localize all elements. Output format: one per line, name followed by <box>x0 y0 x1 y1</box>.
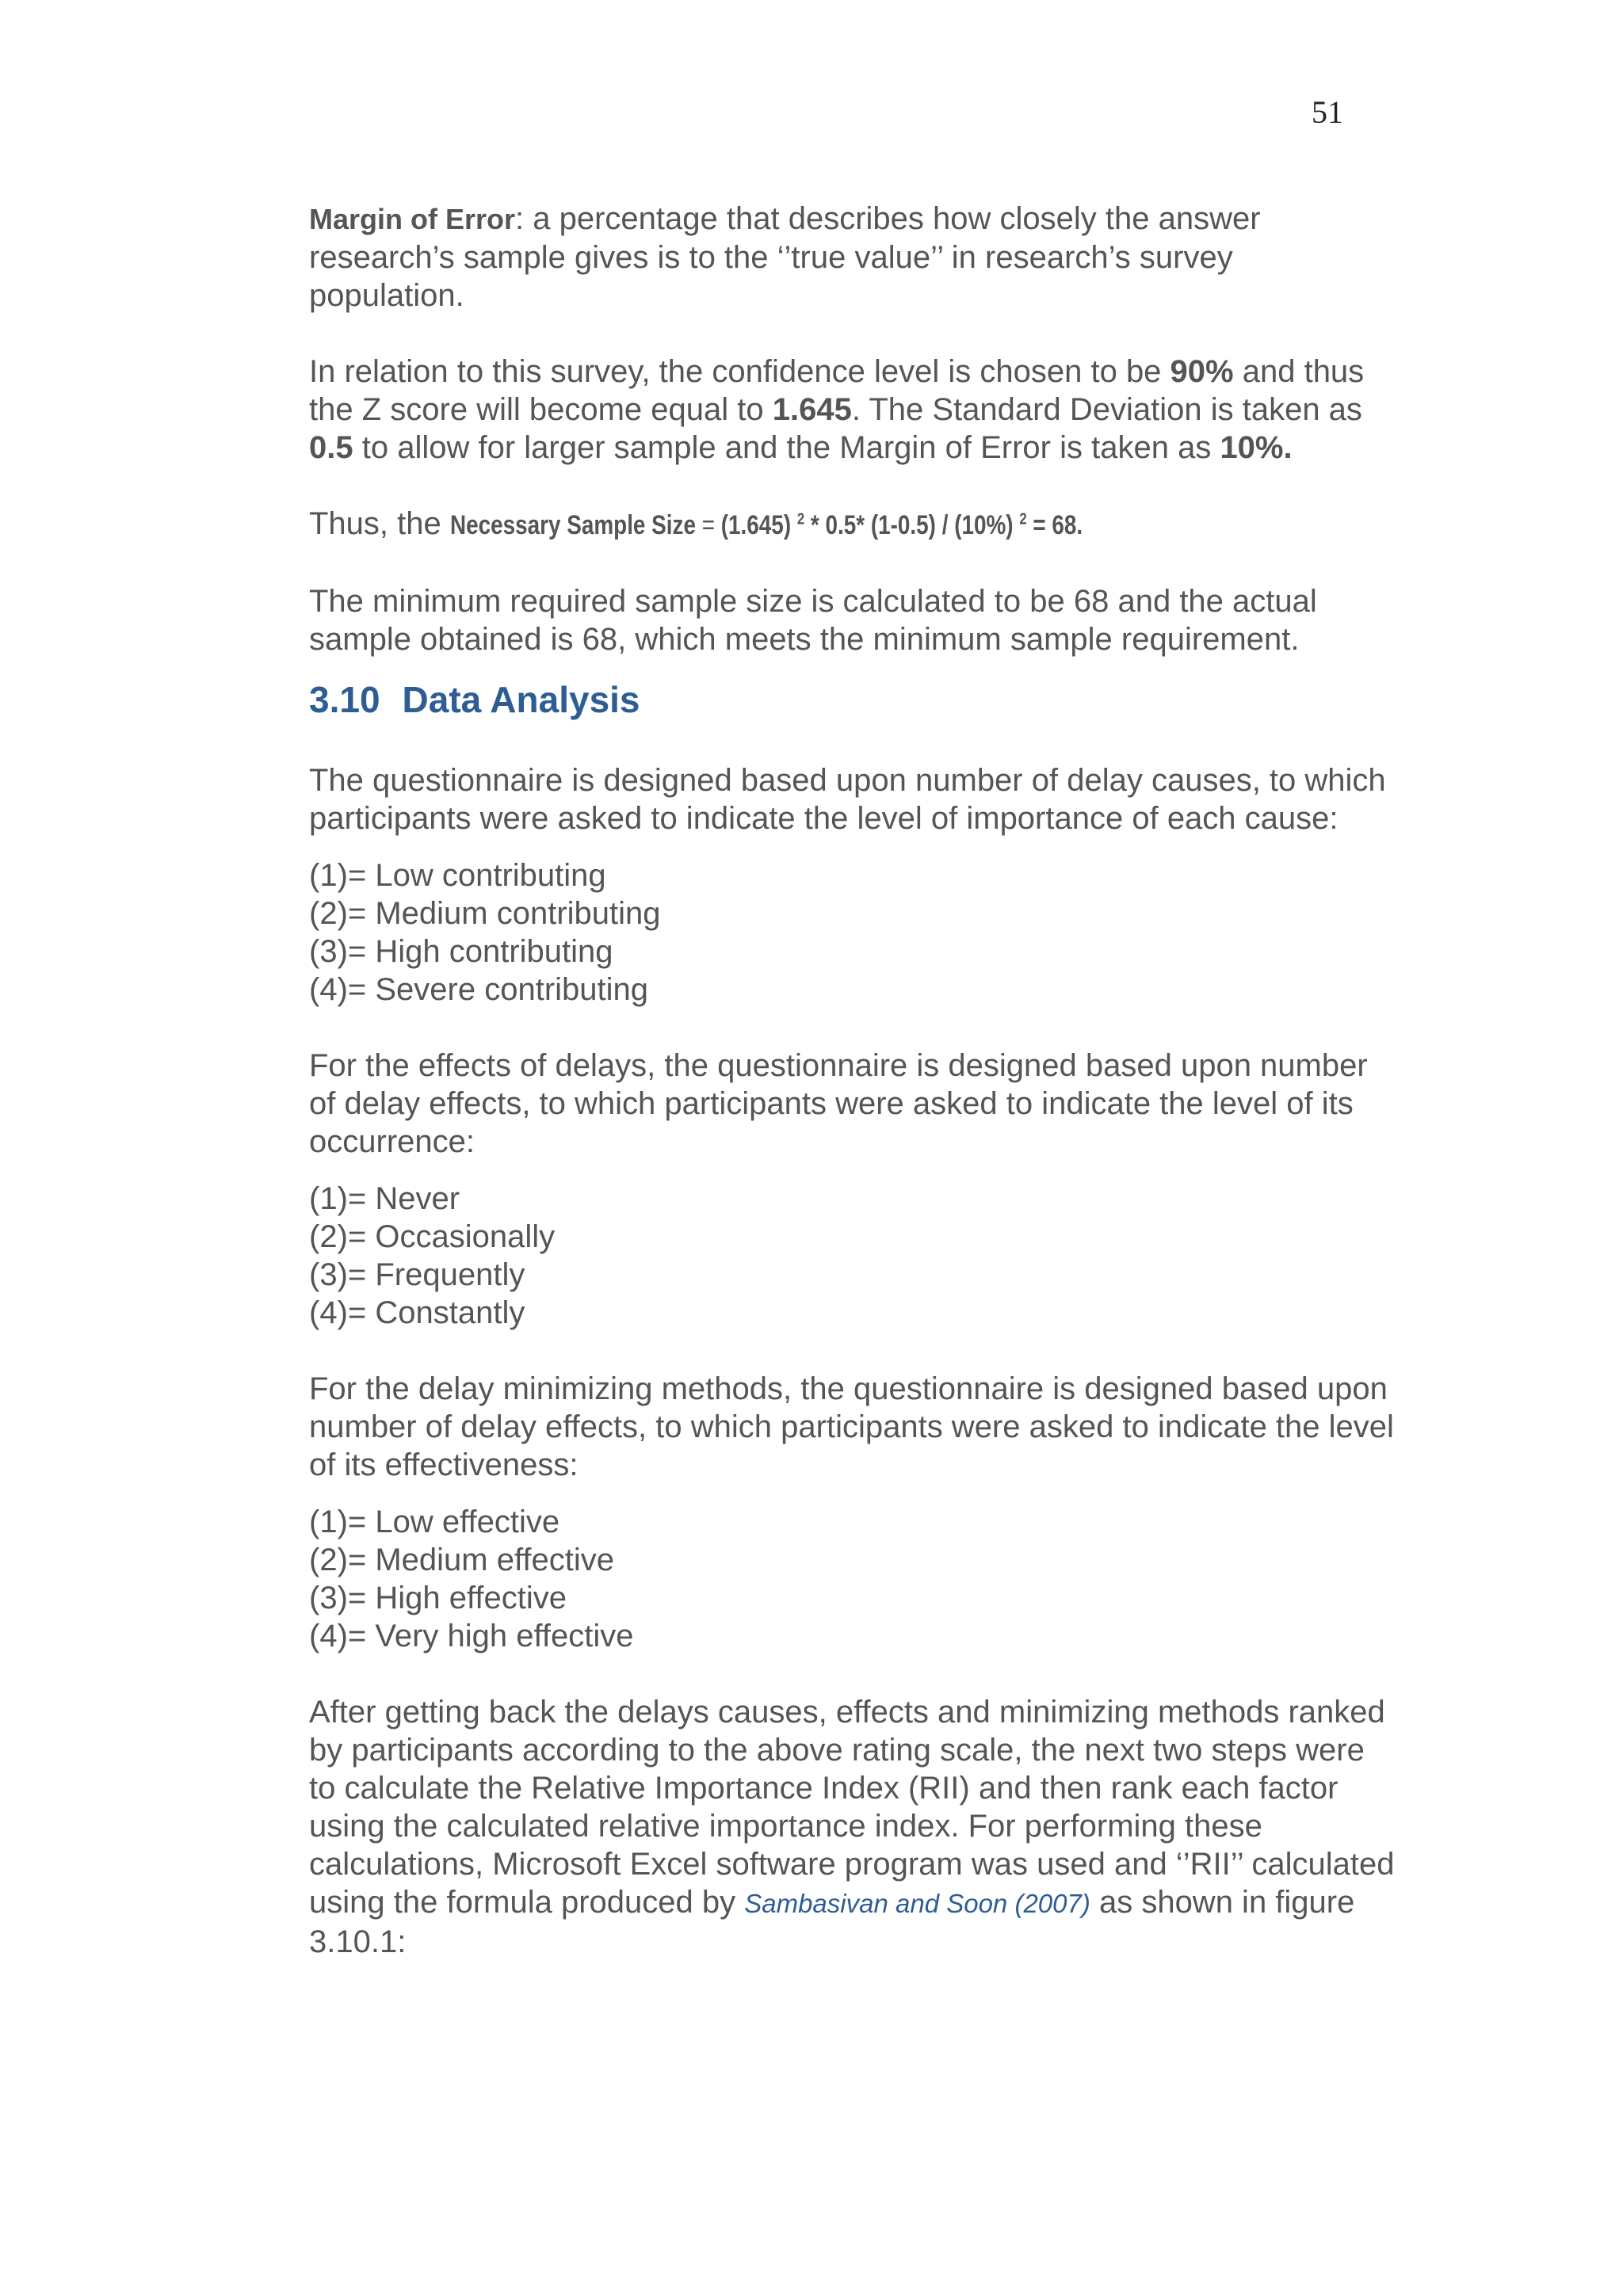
text-run: Thus, the <box>309 506 450 541</box>
margin-of-error-value: 10%. <box>1220 430 1293 465</box>
text-run: . The Standard Deviation is taken as <box>851 392 1362 427</box>
citation-link[interactable]: Sambasivan and Soon (2007) <box>744 1889 1090 1918</box>
rii-paragraph <box>309 1693 1395 1961</box>
equals-sign: = <box>695 510 721 540</box>
list-item: (1)= Low contributing <box>309 858 606 893</box>
list-item: (3)= Frequently <box>309 1257 525 1292</box>
list-item: (1)= Never <box>309 1181 460 1216</box>
document-body <box>309 200 1395 1961</box>
text-run: as shown in figure 3.10.1: <box>309 1885 1355 1959</box>
exponent: 2 <box>1019 510 1027 528</box>
section-heading <box>309 677 1395 722</box>
z-score-value: 1.645 <box>772 392 852 427</box>
text-run: and thus the Z score will become equal to <box>309 354 1365 427</box>
list-item: (2)= Occasionally <box>309 1219 556 1254</box>
page-number: 51 <box>1312 94 1343 130</box>
margin-of-error-paragraph <box>309 200 1395 315</box>
causes-scale-list <box>309 856 1395 1009</box>
formula-part: * 0.5* (1-0.5) / (10%) <box>804 510 1020 540</box>
section-number: 3.10 <box>309 679 380 720</box>
formula-part: (1.645) <box>720 510 797 540</box>
formula-expression <box>450 506 1083 544</box>
sample-size-term: Necessary Sample Size <box>449 510 696 540</box>
list-item: (3)= High contributing <box>309 934 613 969</box>
causes-intro: The questionnaire is designed based upon number of delay causes, to which participants were asked to indicate the level of importance of each cause: <box>309 763 1386 836</box>
text-run: After getting back the delays causes, effects and minimizing methods ranked by participants according to the above rating scale, the next two steps were to calculate the Relative Importance Index (RII) and then rank each factor using the calculated relative importance index. For performing these calculations, Microsoft Excel software program was used and ‘’RII’’ calculated using the formula produced by <box>309 1695 1395 1920</box>
effects-intro: For the effects of delays, the questionnaire is designed based upon number of delay effects, to which participants were asked to indicate the level of its occurrence: <box>309 1048 1368 1159</box>
margin-of-error-definition: : a percentage that describes how closely the answer research’s sample gives is to the ‘’true value’’ in research’s survey population. <box>309 201 1261 313</box>
list-item: (3)= High effective <box>309 1581 567 1615</box>
confidence-level-paragraph <box>309 353 1395 467</box>
methods-intro: For the delay minimizing methods, the questionnaire is designed based upon number of delay effects, to which participants were asked to indicate the level of its effectiveness: <box>309 1371 1394 1482</box>
minimum-sample-paragraph: The minimum required sample size is calculated to be 68 and the actual sample obtained is 68, which meets the minimum sample requirement. <box>309 584 1317 657</box>
exponent: 2 <box>796 510 805 528</box>
list-item: (1)= Low effective <box>309 1505 560 1539</box>
text-run: to allow for larger sample and the Margin of Error is taken as <box>353 430 1220 465</box>
margin-of-error-term: Margin of Error <box>309 203 516 235</box>
section-title: Data Analysis <box>402 679 640 720</box>
standard-deviation-value: 0.5 <box>309 430 353 465</box>
list-item: (4)= Very high effective <box>309 1619 634 1653</box>
effects-scale-list <box>309 1180 1395 1332</box>
list-item: (2)= Medium effective <box>309 1543 614 1577</box>
list-item: (4)= Constantly <box>309 1295 525 1330</box>
list-item: (2)= Medium contributing <box>309 896 661 931</box>
text-run: In relation to this survey, the confidence level is chosen to be <box>309 354 1170 389</box>
formula-result: = 68. <box>1026 510 1083 540</box>
list-item: (4)= Severe contributing <box>309 972 649 1007</box>
confidence-level-value: 90% <box>1170 354 1234 389</box>
sample-size-formula <box>309 505 1395 544</box>
methods-scale-list <box>309 1503 1395 1655</box>
